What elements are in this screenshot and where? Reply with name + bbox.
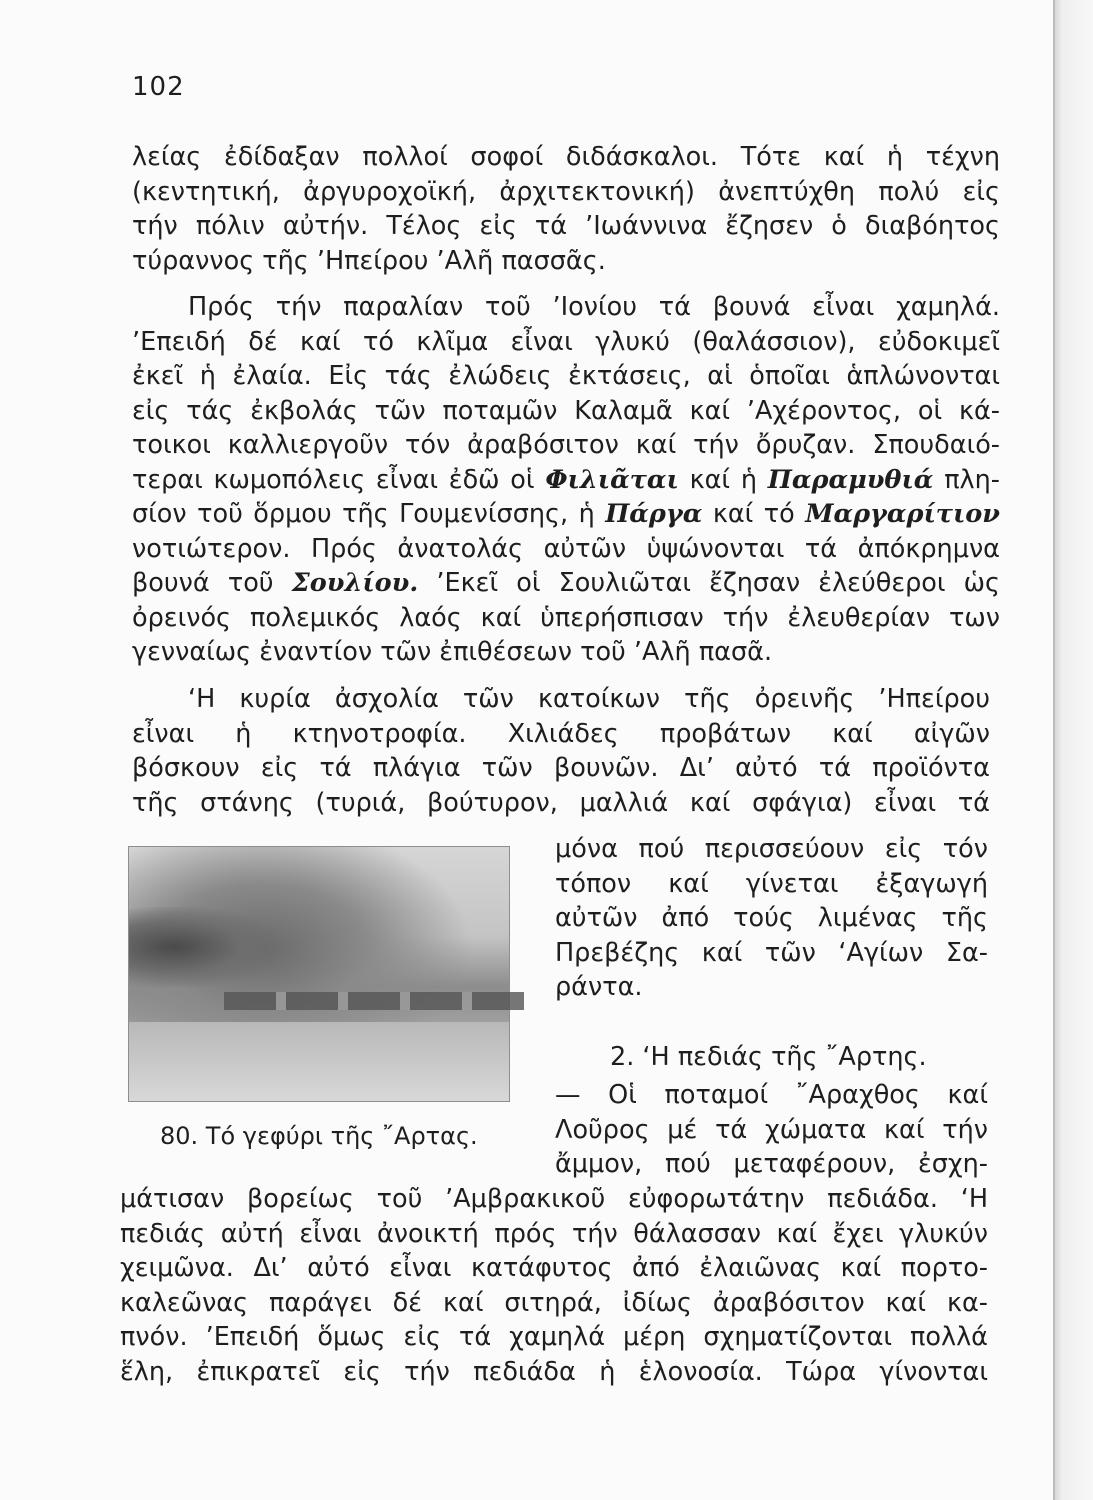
text-line: χειμῶνα. Δι’ αὐτό εἶναι κατάφυτος ἀπό ἐλαιῶνας καί πορτο-: [120, 1253, 988, 1283]
paragraph-coast: [132, 290, 1000, 670]
text-line: νοτιώτερον. Πρός ἀνατολάς αὐτῶν ὑψώνονται τά ἀπόκρημνα: [132, 533, 1000, 564]
text-span: καί τό: [702, 499, 806, 529]
page-number: 102: [132, 72, 185, 102]
text-line: ἄμμον, πού μεταφέρουν, ἐσχη-: [555, 1149, 988, 1179]
text-line: λείας ἐδίδαξαν πολλοί σοφοί διδάσκαλοι. Τότε καί ἡ τέχνη: [132, 142, 1000, 172]
section-intro-lines: [555, 1078, 988, 1182]
text-line: τοικοι καλλιεργοῦν τόν ἀραβόσιτον καί τήν ὄρυζαν. Σπουδαιό-: [132, 430, 1000, 460]
text-line: μόνα πού περισσεύουν εἰς τόν: [555, 834, 988, 864]
section-title: 2. ‘Η πεδιάς τῆς ῎Αρτης.: [610, 1042, 927, 1072]
photo-trees: [129, 907, 279, 987]
text-line: γενναίως ἐναντίον τῶν ἐπιθέσεων τοῦ ’Αλῆ πασᾶ.: [132, 637, 773, 667]
text-line: [132, 463, 1000, 498]
text-line: μάτισαν βορείως τοῦ ’Αμβρακικοῦ εὐφορωτάτην πεδιάδα. ‘Η: [120, 1184, 988, 1214]
text-line: Πρεβέζης καί τῶν ‘Αγίων Σα-: [555, 937, 988, 968]
text-line: τῆς στάνης (τυριά, βούτυρον, μαλλιά καί σφάγια) εἶναι τά: [132, 787, 990, 818]
place-name-margaritiou: Μαργαρίτιον: [805, 499, 1000, 529]
text-line: πεδιάς αὐτή εἶναι ἀνοικτή πρός τήν θάλασσαν καί ἔχει γλυκύν: [120, 1218, 988, 1249]
text-line: — Οἱ ποταμοί ῎Αραχθος καί: [555, 1080, 988, 1110]
text-line: τύραννος τῆς ’Ηπείρου ’Αλῆ πασσᾶς.: [132, 245, 606, 276]
paragraph-continuation: [132, 140, 1000, 278]
section-heading: [610, 1040, 988, 1075]
figure-caption: 80. Τό γεφύρι τῆς ῎Αρτας.: [160, 1122, 478, 1150]
text-line: πνόν. ’Επειδή ὅμως εἰς τά χαμηλά μέρη σχηματίζονται πολλά: [120, 1322, 988, 1352]
text-line: βόσκουν εἰς τά πλάγια τῶν βουνῶν. Δι’ αὐτό τά προϊόντα: [132, 753, 990, 783]
paragraph-livestock: [132, 682, 990, 820]
text-span: τεραι κωμοπόλεις εἶναι ἐδῶ οἱ: [132, 464, 546, 495]
text-line: [132, 497, 1000, 532]
place-name-souli: Σουλίου.: [291, 568, 419, 598]
text-line: ἐκεῖ ἡ ἐλαία. Εἰς τάς ἐλώδεις ἐκτάσεις, αἱ ὁποῖαι ἁπλώνονται: [132, 361, 1000, 391]
text-line: Λοῦρος μέ τά χώματα καί τήν: [555, 1114, 988, 1145]
text-line: Πρός τήν παραλίαν τοῦ ’Ιονίου τά βουνά εἶναι χαμηλά.: [188, 292, 1000, 322]
text-line: εἶναι ἡ κτηνοτροφία. Χιλιάδες προβάτων καί αἰγῶν: [132, 718, 990, 749]
text-span: σίον τοῦ ὅρμου τῆς Γουμενίσσης, ἡ: [132, 499, 606, 529]
text-span: πλη-: [933, 464, 1000, 495]
place-name-paramythia: Παραμυθιά: [767, 464, 934, 495]
text-line: ὀρεινός πολεμικός λαός καί ὑπερήσπισαν τήν ἐλευθερίαν των: [132, 602, 1000, 633]
text-span: ’Εκεῖ οἱ Σουλιῶται ἔζησαν ἐλεύθεροι ὡς: [418, 568, 1000, 598]
text-line: (κεντητική, ἀργυροχοϊκή, ἀρχιτεκτονική) ἀνεπτύχθη πολύ εἰς: [132, 176, 1000, 207]
text-line: ράντα.: [555, 972, 643, 1002]
place-name-parga: Πάργα: [605, 499, 703, 529]
text-span: βουνά τοῦ: [132, 568, 292, 598]
paragraph-livestock-continued: [555, 832, 988, 1005]
text-line: ‘Η κυρία ἀσχολία τῶν κατοίκων τῆς ὀρεινῆς ’Ηπείρου: [188, 684, 990, 714]
text-line: ἕλη, ἐπικρατεῖ εἰς τήν πεδιάδα ἡ ἑλονοσία. Τώρα γίνονται: [120, 1356, 988, 1387]
book-gutter-edge: [1053, 0, 1093, 1500]
bridge-of-arta-photo: [128, 846, 510, 1102]
text-line: τόπον καί γίνεται ἐξαγωγή: [555, 868, 988, 899]
text-line: [132, 566, 1000, 601]
text-line: εἰς τάς ἐκβολάς τῶν ποταμῶν Καλαμᾶ καί ’Αχέροντος, οἱ κά-: [132, 395, 1000, 426]
photo-river: [129, 1022, 509, 1101]
text-line: καλεῶνας παράγει δέ καί σιτηρά, ἰδίως ἀραβόσιτον καί κα-: [120, 1287, 988, 1318]
text-line: τήν πόλιν αὐτήν. Τέλος εἰς τά ’Ιωάννινα ἔζησεν ὁ διαβόητος: [132, 211, 1000, 241]
text-span: καί ἡ: [678, 464, 768, 495]
place-name-filiates: Φιλιᾶται: [545, 464, 679, 495]
photo-bridge: [224, 992, 524, 1010]
text-line: ’Επειδή δέ καί τό κλῖμα εἶναι γλυκύ (θαλάσσιον), εὐδοκιμεῖ: [132, 326, 1000, 357]
text-line: αὐτῶν ἀπό τούς λιμένας τῆς: [555, 903, 988, 933]
paragraph-arta-plain: [120, 1182, 988, 1389]
